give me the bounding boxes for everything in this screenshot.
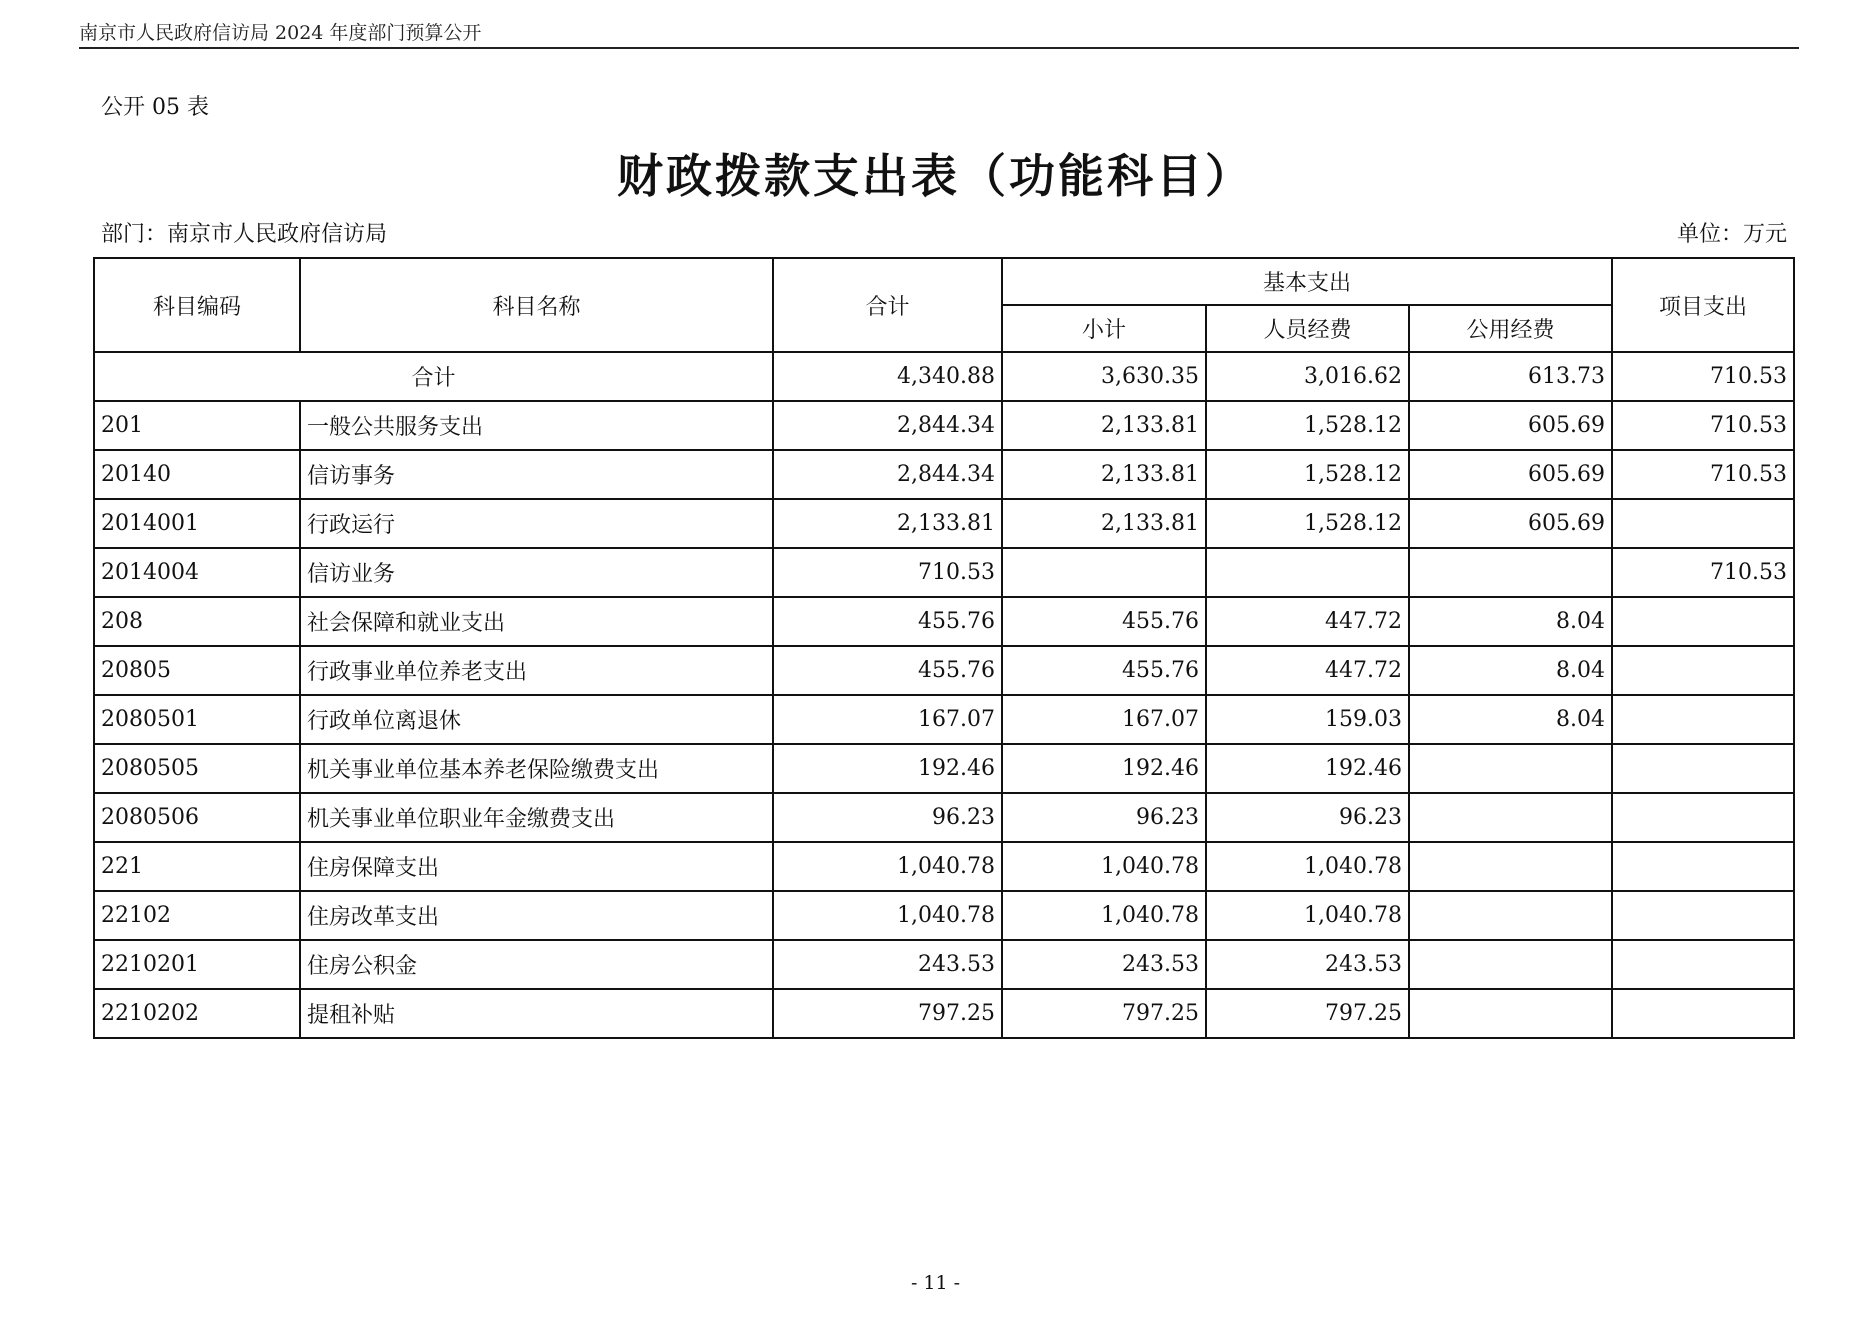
table-row	[94, 940, 1794, 989]
code-cell: 208	[94, 597, 300, 646]
project-cell	[1612, 646, 1794, 695]
form-number: 公开 05 表	[101, 95, 209, 120]
total-cell: 2,844.34	[773, 401, 1002, 450]
table-row	[94, 891, 1794, 940]
header-subtotal: 小计	[1002, 305, 1206, 352]
budget-table	[93, 257, 1795, 1039]
total-cell: 243.53	[773, 940, 1002, 989]
total-cell: 2,133.81	[773, 499, 1002, 548]
project-cell	[1612, 940, 1794, 989]
personnel-cell: 447.72	[1206, 597, 1409, 646]
code-cell: 2080501	[94, 695, 300, 744]
code-cell: 221	[94, 842, 300, 891]
subtotal-cell	[1002, 548, 1206, 597]
personnel-cell: 1,040.78	[1206, 842, 1409, 891]
header-code: 科目编码	[94, 258, 300, 352]
project-cell	[1612, 842, 1794, 891]
subtotal-cell: 455.76	[1002, 646, 1206, 695]
code-cell: 2080506	[94, 793, 300, 842]
project-cell: 710.53	[1612, 450, 1794, 499]
personnel-cell: 447.72	[1206, 646, 1409, 695]
project-cell	[1612, 744, 1794, 793]
subtotal-cell: 1,040.78	[1002, 891, 1206, 940]
public-cell: 605.69	[1409, 450, 1612, 499]
table-row	[94, 989, 1794, 1038]
project-cell	[1612, 597, 1794, 646]
total-cell: 2,844.34	[773, 450, 1002, 499]
table-row	[94, 401, 1794, 450]
personnel-cell: 1,528.12	[1206, 499, 1409, 548]
subtotal-cell: 167.07	[1002, 695, 1206, 744]
personnel-cell: 1,528.12	[1206, 401, 1409, 450]
name-cell: 住房改革支出	[300, 891, 773, 940]
project-cell: 710.53	[1612, 548, 1794, 597]
table-row	[94, 499, 1794, 548]
subtotal-cell: 2,133.81	[1002, 450, 1206, 499]
name-cell: 行政事业单位养老支出	[300, 646, 773, 695]
project-cell: 710.53	[1612, 401, 1794, 450]
total-cell: 1,040.78	[773, 842, 1002, 891]
total-cell: 1,040.78	[773, 891, 1002, 940]
total-cell: 710.53	[773, 548, 1002, 597]
table-row	[94, 646, 1794, 695]
subtotal-cell: 96.23	[1002, 793, 1206, 842]
table-row	[94, 793, 1794, 842]
table-row	[94, 695, 1794, 744]
code-cell: 22102	[94, 891, 300, 940]
personnel-cell: 192.46	[1206, 744, 1409, 793]
total-row	[94, 352, 1794, 401]
table-row	[94, 548, 1794, 597]
public-cell: 605.69	[1409, 401, 1612, 450]
total-cell: 167.07	[773, 695, 1002, 744]
public-cell	[1409, 548, 1612, 597]
public-cell: 605.69	[1409, 499, 1612, 548]
table-row	[94, 744, 1794, 793]
subtotal-cell: 2,133.81	[1002, 401, 1206, 450]
public-cell: 8.04	[1409, 695, 1612, 744]
header-total: 合计	[773, 258, 1002, 352]
personnel-cell: 1,528.12	[1206, 450, 1409, 499]
table-row	[94, 597, 1794, 646]
table-row	[94, 450, 1794, 499]
total-cell: 455.76	[773, 646, 1002, 695]
name-cell: 信访业务	[300, 548, 773, 597]
public-cell: 8.04	[1409, 646, 1612, 695]
subtotal-cell: 455.76	[1002, 597, 1206, 646]
name-cell: 行政单位离退休	[300, 695, 773, 744]
header-rule	[79, 47, 1799, 49]
personnel-cell: 797.25	[1206, 989, 1409, 1038]
public-cell	[1409, 940, 1612, 989]
code-cell: 2210201	[94, 940, 300, 989]
header-basic: 基本支出	[1002, 258, 1612, 305]
subtotal-cell: 3,630.35	[1002, 352, 1206, 401]
public-cell	[1409, 744, 1612, 793]
project-cell	[1612, 989, 1794, 1038]
name-cell: 提租补贴	[300, 989, 773, 1038]
public-cell: 613.73	[1409, 352, 1612, 401]
public-cell	[1409, 842, 1612, 891]
header-personnel: 人员经费	[1206, 305, 1409, 352]
code-cell: 2014004	[94, 548, 300, 597]
public-cell	[1409, 793, 1612, 842]
header-name: 科目名称	[300, 258, 773, 352]
project-cell	[1612, 793, 1794, 842]
total-cell: 797.25	[773, 989, 1002, 1038]
code-cell: 20140	[94, 450, 300, 499]
name-cell: 一般公共服务支出	[300, 401, 773, 450]
project-cell	[1612, 695, 1794, 744]
total-cell: 455.76	[773, 597, 1002, 646]
project-cell	[1612, 499, 1794, 548]
total-label: 合计	[94, 352, 773, 401]
table-row	[94, 842, 1794, 891]
personnel-cell	[1206, 548, 1409, 597]
page-title: 财政拨款支出表（功能科目）	[617, 149, 1254, 203]
page-number: - 11 -	[910, 1272, 961, 1294]
name-cell: 住房保障支出	[300, 842, 773, 891]
public-cell	[1409, 989, 1612, 1038]
total-cell: 96.23	[773, 793, 1002, 842]
subtotal-cell: 1,040.78	[1002, 842, 1206, 891]
code-cell: 2014001	[94, 499, 300, 548]
subtotal-cell: 797.25	[1002, 989, 1206, 1038]
department-label: 部门：南京市人民政府信访局	[101, 222, 388, 247]
code-cell: 20805	[94, 646, 300, 695]
total-cell: 4,340.88	[773, 352, 1002, 401]
public-cell	[1409, 891, 1612, 940]
subtotal-cell: 2,133.81	[1002, 499, 1206, 548]
name-cell: 机关事业单位职业年金缴费支出	[300, 793, 773, 842]
personnel-cell: 243.53	[1206, 940, 1409, 989]
personnel-cell: 3,016.62	[1206, 352, 1409, 401]
code-cell: 2080505	[94, 744, 300, 793]
personnel-cell: 1,040.78	[1206, 891, 1409, 940]
code-cell: 2210202	[94, 989, 300, 1038]
name-cell: 信访事务	[300, 450, 773, 499]
name-cell: 机关事业单位基本养老保险缴费支出	[300, 744, 773, 793]
running-header: 南京市人民政府信访局 2024 年度部门预算公开	[79, 22, 482, 44]
name-cell: 行政运行	[300, 499, 773, 548]
subtotal-cell: 192.46	[1002, 744, 1206, 793]
header-project: 项目支出	[1612, 258, 1794, 352]
name-cell: 住房公积金	[300, 940, 773, 989]
project-cell	[1612, 891, 1794, 940]
code-cell: 201	[94, 401, 300, 450]
project-cell: 710.53	[1612, 352, 1794, 401]
personnel-cell: 96.23	[1206, 793, 1409, 842]
name-cell: 社会保障和就业支出	[300, 597, 773, 646]
total-cell: 192.46	[773, 744, 1002, 793]
unit-label: 单位：万元	[1676, 222, 1787, 247]
header-public: 公用经费	[1409, 305, 1612, 352]
public-cell: 8.04	[1409, 597, 1612, 646]
personnel-cell: 159.03	[1206, 695, 1409, 744]
subtotal-cell: 243.53	[1002, 940, 1206, 989]
